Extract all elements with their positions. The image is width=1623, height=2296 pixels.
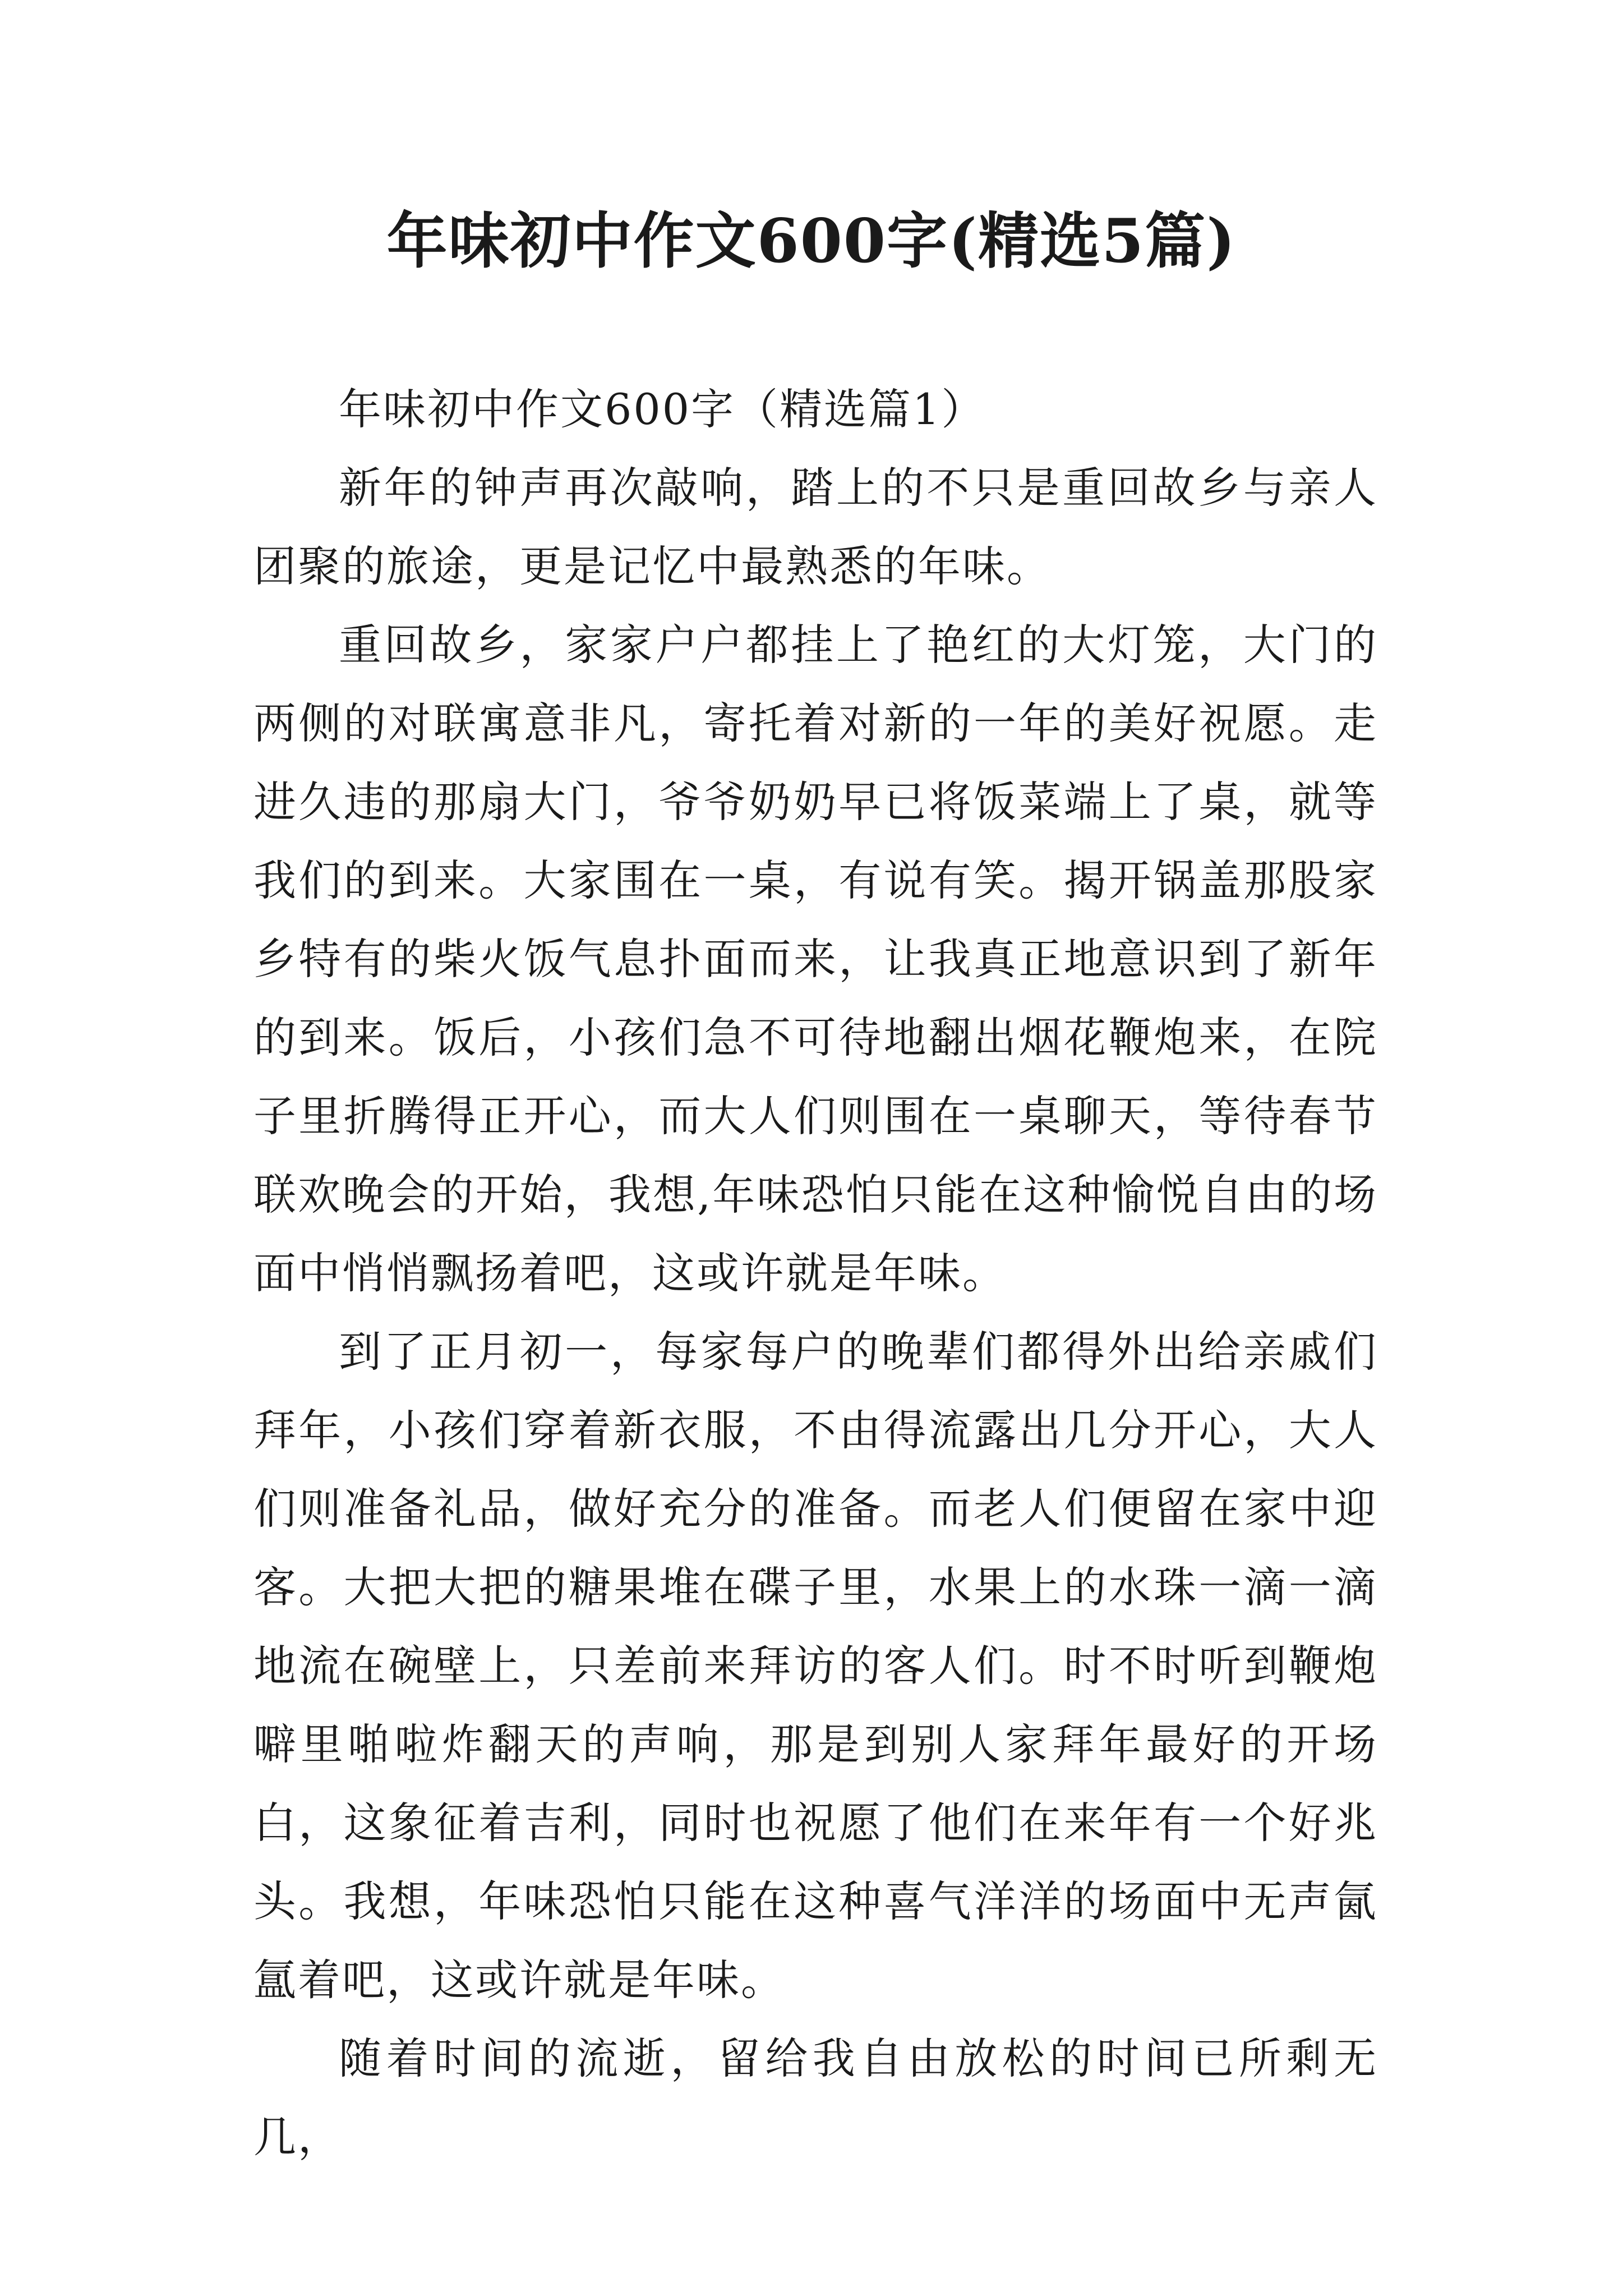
paragraph-2: 重回故乡，家家户户都挂上了艳红的大灯笼，大门的两侧的对联寓意非凡，寄托着对新的一年的美好祝愿。走进久违的那扇大门，爷爷奶奶早已将饭菜端上了桌，就等我们的到来。大家围在一桌，有说有笑。揭开锅盖那股家乡特有的柴火饭气息扑面而来，让我真正地意识到了新年的到来。饭后，小孩们急不可待地翻出烟花鞭炮来，在院子里折腾得正开心，而大人们则围在一桌聊天，等待春节联欢晚会的开始，我想,年味恐怕只能在这种愉悦自由的场面中悄悄飘扬着吧，这或许就是年味。 [253,620,1378,1298]
section-label: 年味初中作文600字（精选篇1） [339,384,986,434]
paragraph-4: 随着时间的流逝，留给我自由放松的时间已所剩无几， [253,2033,1378,2162]
paragraph-3: 到了正月初一，每家每户的晚辈们都得外出给亲戚们拜年，小孩们穿着新衣服，不由得流露出几分开心，大人们则准备礼品，做好充分的准备。而老人们便留在家中迎客。大把大把的糖果堆在碟子里，水果上的水珠一滴一滴地流在碗壁上，只差前来拜访的客人们。时不时听到鞭炮噼里啪啦炸翻天的声响，那是到别人家拜年最好的开场白，这象征着吉利，同时也祝愿了他们在来年有一个好兆头。我想，年味恐怕只能在这种喜气洋洋的场面中无声氤氲着吧，这或许就是年味。 [253,1327,1378,2005]
paragraph-1: 新年的钟声再次敲响，踏上的不只是重回故乡与亲人团聚的旅途，更是记忆中最熟悉的年味。 [253,463,1378,591]
document-title: 年味初中作文600字(精选5篇) [386,206,1237,277]
document-body [253,370,1378,2177]
